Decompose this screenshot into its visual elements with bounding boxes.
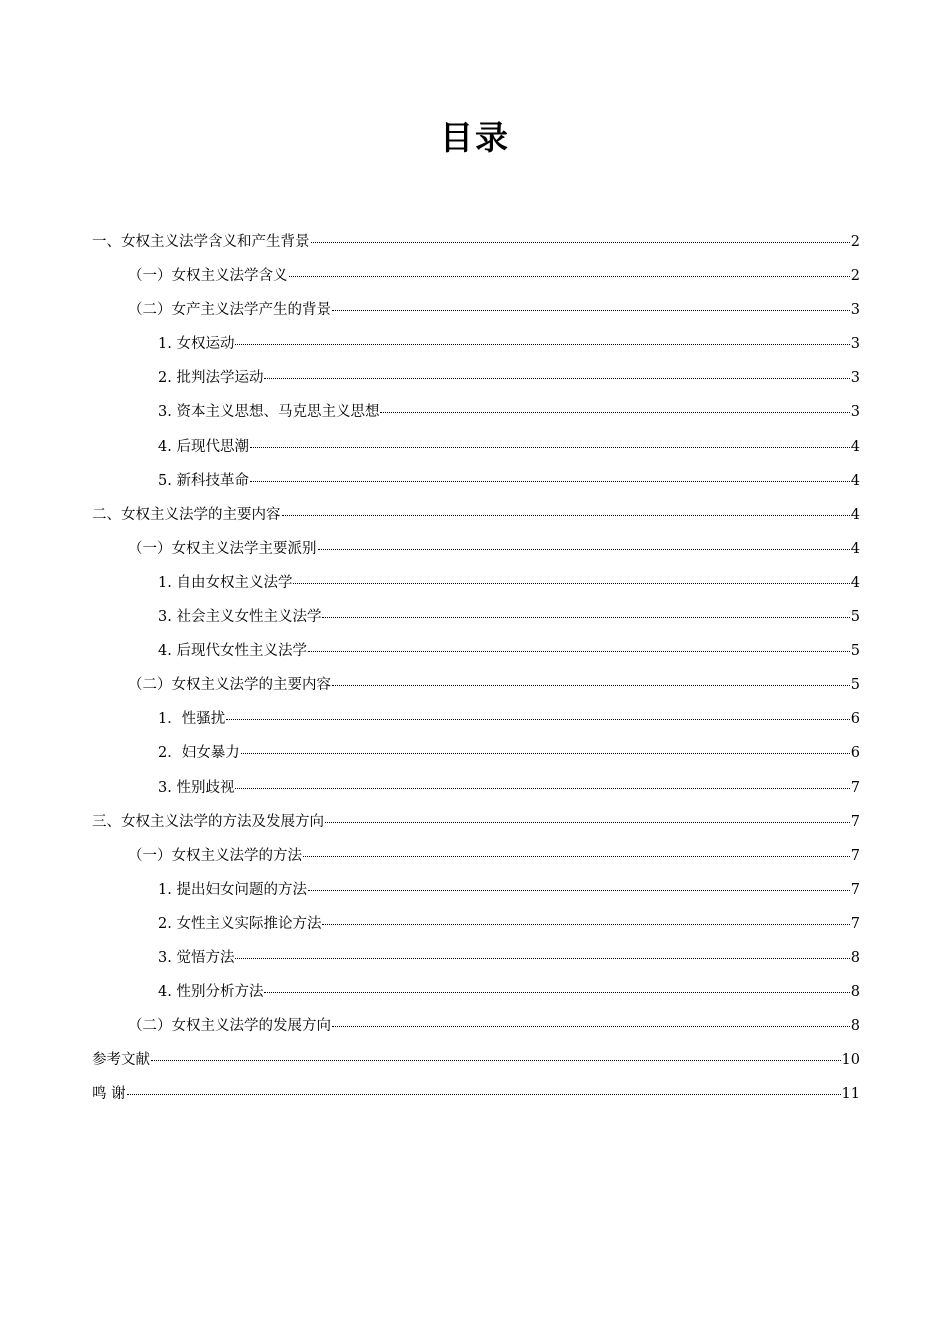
toc-leader-dots — [235, 344, 849, 345]
toc-entry-label: 3. 性别歧视 — [158, 779, 235, 796]
toc-entry-page-number: 11 — [841, 1086, 860, 1103]
toc-entry-page-number: 5 — [850, 609, 860, 626]
toc-entry-page-number: 2 — [850, 268, 860, 285]
toc-entry-label: 二、女权主义法学的主要内容 — [92, 506, 281, 523]
toc-leader-dots — [308, 651, 850, 652]
toc-entry[interactable] — [92, 774, 860, 808]
toc-leader-dots — [151, 1060, 841, 1061]
toc-entry[interactable] — [92, 1080, 860, 1114]
toc-leader-dots — [322, 924, 849, 925]
toc-entry[interactable] — [92, 705, 860, 739]
toc-entry-label: （一）女权主义法学主要派别 — [128, 540, 317, 557]
toc-entry-label: 一、女权主义法学含义和产生背景 — [92, 234, 310, 250]
toc-leader-dots — [311, 242, 850, 243]
toc-entry[interactable] — [92, 978, 860, 1012]
toc-entry-label: （二）女产主义法学产生的背景 — [128, 302, 331, 319]
toc-entry[interactable] — [92, 262, 860, 296]
toc-entry-page-number: 3 — [850, 404, 860, 421]
toc-leader-dots — [250, 447, 850, 448]
toc-entry-page-number: 4 — [850, 472, 860, 489]
toc-entry-label: 1．性骚扰 — [158, 711, 226, 728]
toc-entry-label: （二）女权主义法学的主要内容 — [128, 677, 331, 694]
toc-entry-label: 5. 新科技革命 — [158, 472, 249, 489]
toc-entry[interactable] — [92, 330, 860, 364]
toc-entry-label: 4. 后现代女性主义法学 — [158, 643, 307, 660]
toc-entry-page-number: 7 — [850, 915, 860, 932]
toc-entry-page-number: 5 — [850, 677, 860, 694]
toc-entry-label: 3. 觉悟方法 — [158, 949, 235, 966]
toc-entry-page-number: 3 — [850, 302, 860, 319]
toc-entry[interactable] — [92, 808, 860, 842]
toc-leader-dots — [380, 412, 849, 413]
toc-entry[interactable] — [92, 842, 860, 876]
toc-leader-dots — [289, 276, 850, 277]
toc-leader-dots — [235, 958, 849, 959]
toc-entry[interactable] — [92, 364, 860, 398]
toc-entry[interactable] — [92, 876, 860, 910]
toc-entry[interactable] — [92, 671, 860, 705]
toc-entry-page-number: 7 — [850, 847, 860, 864]
toc-entry-label: 参考文献 — [92, 1052, 150, 1069]
page-title: 目录 — [440, 118, 510, 157]
toc-leader-dots — [264, 992, 849, 993]
toc-leader-dots — [325, 822, 850, 823]
table-of-contents — [92, 228, 860, 1114]
toc-entry-label: 2. 批判法学运动 — [158, 370, 264, 387]
toc-entry-page-number: 5 — [850, 643, 860, 660]
toc-entry-label: 三、女权主义法学的方法及发展方向 — [92, 813, 324, 830]
toc-entry-page-number: 4 — [850, 506, 860, 523]
toc-entry-label: （二）女权主义法学的发展方向 — [128, 1018, 331, 1035]
toc-entry-label: 3. 资本主义思想、马克思主义思想 — [158, 404, 380, 421]
toc-entry-label: 1. 女权运动 — [158, 336, 235, 353]
toc-leader-dots — [322, 617, 849, 618]
toc-entry-label: （一）女权主义法学的方法 — [128, 847, 302, 864]
toc-entry[interactable] — [92, 637, 860, 671]
toc-entry-page-number: 7 — [850, 881, 860, 898]
toc-entry-page-number: 7 — [850, 779, 860, 796]
toc-entry-label: 1. 提出妇女问题的方法 — [158, 881, 307, 898]
toc-entry[interactable] — [92, 296, 860, 330]
toc-leader-dots — [226, 719, 850, 720]
toc-entry[interactable] — [92, 910, 860, 944]
toc-entry-label: 2．妇女暴力 — [158, 745, 240, 762]
toc-entry-page-number: 6 — [850, 711, 860, 728]
toc-entry[interactable] — [92, 433, 860, 467]
toc-leader-dots — [318, 549, 850, 550]
toc-leader-dots — [332, 310, 850, 311]
toc-leader-dots — [332, 685, 850, 686]
toc-entry[interactable] — [92, 467, 860, 501]
toc-leader-dots — [282, 515, 850, 516]
toc-entry-label: 4. 性别分析方法 — [158, 984, 264, 1001]
toc-leader-dots — [235, 788, 849, 789]
toc-entry-label: （一）女权主义法学含义 — [128, 268, 288, 285]
toc-entry-page-number: 3 — [850, 336, 860, 353]
toc-entry[interactable] — [92, 569, 860, 603]
toc-entry[interactable] — [92, 228, 860, 262]
toc-entry-page-number: 7 — [850, 813, 860, 830]
toc-entry[interactable] — [92, 1046, 860, 1080]
toc-entry[interactable] — [92, 501, 860, 535]
toc-entry[interactable] — [92, 739, 860, 773]
toc-leader-dots — [332, 1026, 850, 1027]
toc-entry-label: 鸣 谢 — [92, 1086, 126, 1103]
toc-leader-dots — [303, 856, 850, 857]
toc-entry-label: 3. 社会主义女性主义法学 — [158, 609, 322, 626]
toc-entry-page-number: 4 — [850, 540, 860, 557]
toc-entry-page-number: 4 — [850, 438, 860, 455]
toc-entry-page-number: 8 — [850, 949, 860, 966]
toc-leader-dots — [250, 481, 850, 482]
toc-leader-dots — [293, 583, 849, 584]
toc-entry-page-number: 6 — [850, 745, 860, 762]
toc-entry-label: 2. 女性主义实际推论方法 — [158, 915, 322, 932]
toc-leader-dots — [308, 890, 850, 891]
toc-leader-dots — [264, 378, 849, 379]
toc-entry-page-number: 8 — [850, 984, 860, 1001]
toc-entry-page-number: 3 — [850, 370, 860, 387]
toc-entry[interactable] — [92, 1012, 860, 1046]
toc-entry-label: 4. 后现代思潮 — [158, 438, 249, 455]
toc-entry[interactable] — [92, 603, 860, 637]
toc-entry[interactable] — [92, 535, 860, 569]
toc-entry[interactable] — [92, 398, 860, 432]
toc-leader-dots — [241, 753, 850, 754]
toc-entry-label: 1. 自由女权主义法学 — [158, 574, 293, 591]
toc-entry-page-number: 2 — [850, 234, 860, 250]
toc-entry[interactable] — [92, 944, 860, 978]
toc-entry-page-number: 4 — [850, 574, 860, 591]
toc-entry-page-number: 8 — [850, 1018, 860, 1035]
toc-leader-dots — [127, 1094, 841, 1095]
toc-entry-page-number: 10 — [841, 1052, 860, 1069]
